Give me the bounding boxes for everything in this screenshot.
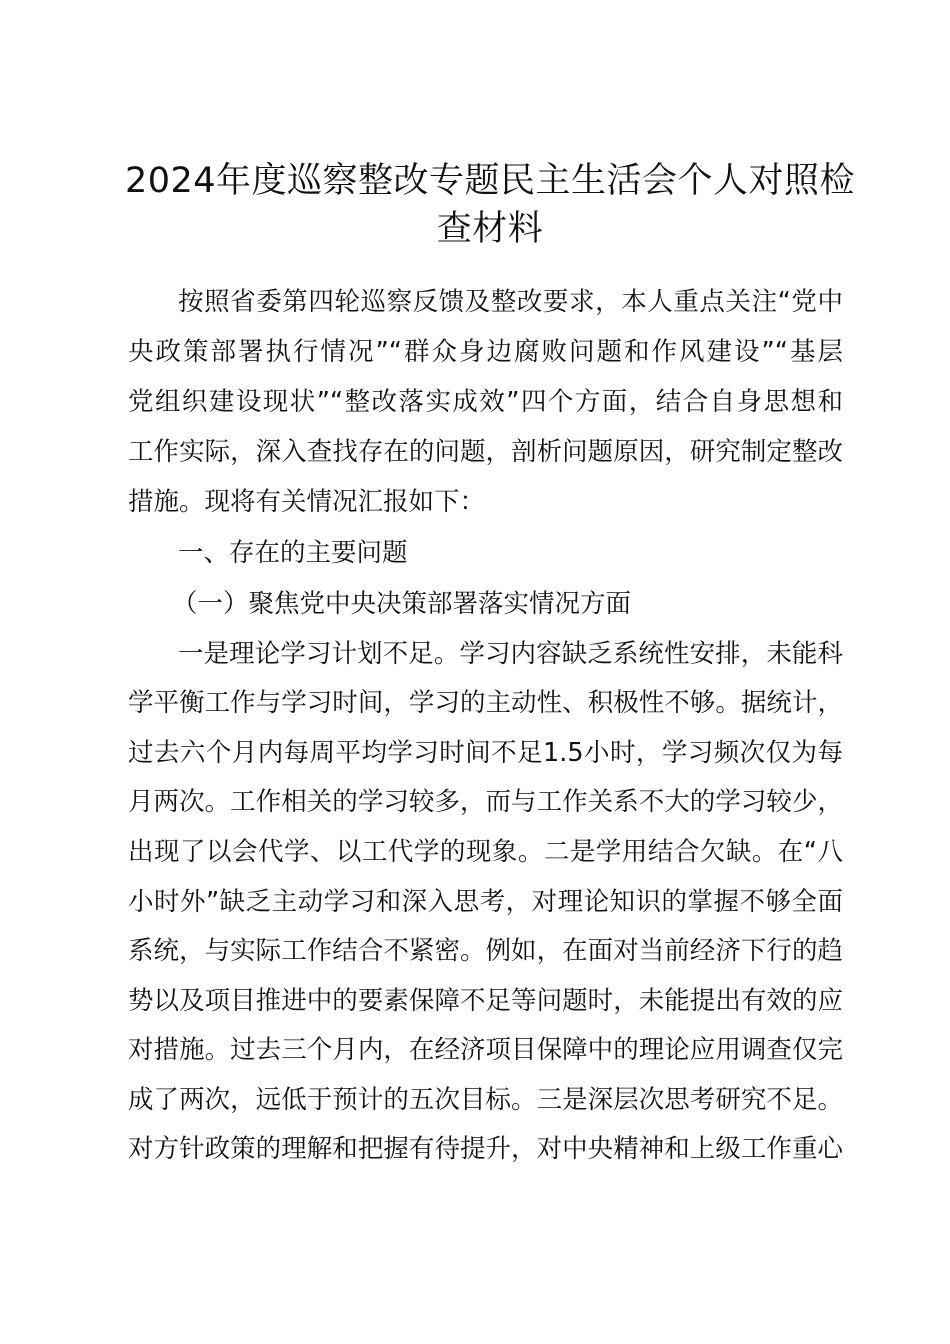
body-line-6: 小时外”缺乏主动学习和深入思考，对理论知识的掌握不够全面 xyxy=(128,887,843,917)
intro-line-5: 措施。现将有关情况汇报如下： xyxy=(128,487,486,517)
body-line-10: 成了两次，远低于预计的五次目标。三是深层次思考研究不足。 xyxy=(128,1085,843,1115)
intro-line-2: 央政策部署执行情况”“群众身边腐败问题和作风建设”“基层 xyxy=(128,337,843,367)
section-heading: 一、存在的主要问题 xyxy=(178,538,408,568)
body-line-1: 一是理论学习计划不足。学习内容缺乏系统性安排，未能科 xyxy=(178,639,843,669)
body-line-5: 出现了以会代学、以工代学的现象。二是学用结合欠缺。在“八 xyxy=(128,837,843,867)
body-line-7: 系统，与实际工作结合不紧密。例如，在面对当前经济下行的趋 xyxy=(128,936,843,966)
document-title: 2024年度巡察整改专题民主生活会个人对照检查材料 xyxy=(124,161,856,249)
body-line-3: 过去六个月内每周平均学习时间不足1.5小时，学习频次仅为每 xyxy=(128,738,843,768)
body-line-8: 势以及项目推进中的要素保障不足等问题时，未能提出有效的应 xyxy=(128,986,843,1016)
intro-line-4: 工作实际，深入查找存在的问题，剖析问题原因，研究制定整改 xyxy=(128,437,843,467)
intro-line-3: 党组织建设现状”“整改落实成效”四个方面，结合自身思想和 xyxy=(128,387,843,417)
body-line-11: 对方针政策的理解和把握有待提升，对中央精神和上级工作重心 xyxy=(128,1134,843,1164)
body-line-2: 学平衡工作与学习时间，学习的主动性、积极性不够。据统计， xyxy=(128,688,843,718)
body-line-4: 月两次。工作相关的学习较多，而与工作关系不大的学习较少， xyxy=(128,787,843,817)
subsection-heading: （一）聚焦党中央决策部署落实情况方面 xyxy=(172,589,632,619)
body-line-9: 对措施。过去三个月内，在经济项目保障中的理论应用调查仅完 xyxy=(128,1035,843,1065)
intro-line-1: 按照省委第四轮巡察反馈及整改要求，本人重点关注“党中 xyxy=(178,287,843,317)
